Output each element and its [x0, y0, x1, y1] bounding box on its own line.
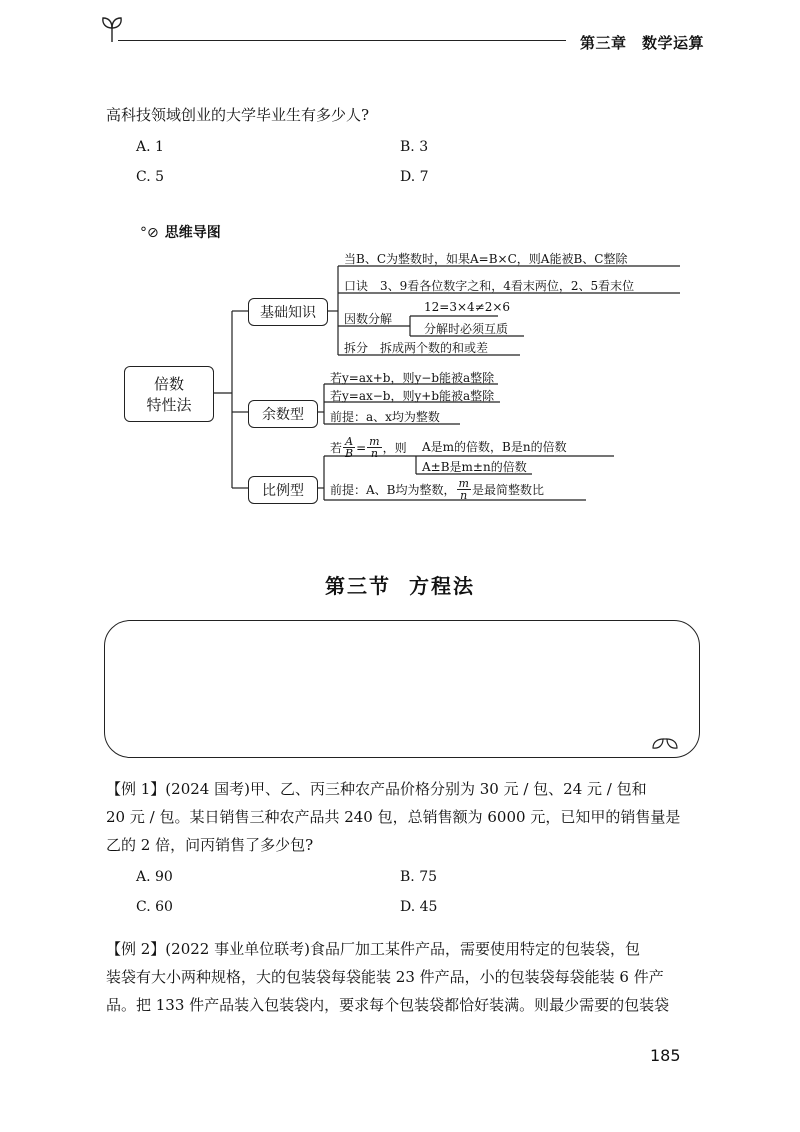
chapter-title: 第三章 数学运算: [580, 34, 705, 52]
example1-option-b: B. 75: [400, 869, 438, 885]
branch-basic: 基础知识: [248, 298, 328, 326]
leaf-remainder-premise: 前提：a、x均为整数: [330, 410, 440, 424]
example1-line3: 乙的 2 倍，问丙销售了多少包?: [106, 836, 314, 854]
fraction-a-b: $\frac{A}{B}$: [345, 435, 354, 460]
leaf-ratio-multiple: A是m的倍数，B是n的倍数: [422, 440, 567, 454]
example1-option-a: A. 90: [136, 869, 173, 885]
question-tail: 高科技领域创业的大学毕业生有多少人?: [106, 106, 370, 124]
fraction-m-n-premise: m n: [458, 477, 469, 502]
branch-ratio: 比例型: [248, 476, 318, 504]
fraction-m-n: $\frac{m}{n}$: [369, 435, 380, 460]
example2-line3: 品。把 133 件产品装入包装袋内，要求每个包装袋都恰好装满。则最少需要的包装袋: [106, 996, 670, 1014]
leaf-ratio-condition: 若 $\frac{A}{B}$ = $\frac{m}{n}$ ，则: [330, 435, 407, 460]
option-d: D. 7: [400, 169, 429, 185]
note-box: [104, 620, 700, 758]
example1-option-d: D. 45: [400, 899, 438, 915]
leaf-remainder-plus: 若y=ax+b，则y−b能被a整除: [330, 371, 495, 385]
leaf-ratio-sum: A±B是m±n的倍数: [422, 460, 527, 474]
example2-line1: 【例 2】(2022 事业单位联考)食品厂加工某件产品，需要使用特定的包装袋，包: [106, 940, 640, 958]
leaf-ratio-premise: 前提：A、B均为整数， m n 是最简整数比: [330, 477, 544, 502]
leaf-mnemonic: 口诀 3、9看各位数字之和，4看末两位，2、5看末位: [344, 279, 635, 293]
leaf-decoration-icon: [650, 736, 680, 752]
leaf-split: 拆分 拆成两个数的和或差: [344, 341, 489, 355]
leaf-remainder-minus: 若y=ax−b，则y+b能被a整除: [330, 389, 495, 403]
example1-line2: 20 元 / 包。某日销售三种农产品共 240 包，总销售额为 6000 元，已知甲的销售量是: [106, 808, 681, 826]
leaf-factor-example: 12=3×4≠2×6: [424, 300, 511, 314]
option-b: B. 3: [400, 139, 429, 155]
example1-line1: 【例 1】(2024 国考)甲、乙、丙三种农产品价格分别为 30 元 / 包、24 元 / 包和: [106, 780, 647, 798]
page-number: 185: [650, 1046, 681, 1065]
section-title: 第三节 方程法: [325, 574, 475, 598]
mindmap-heading: °⊘ 思维导图: [140, 225, 221, 241]
option-c: C. 5: [136, 169, 165, 185]
leaf-divisibility-rule: 当B、C为整数时，如果A=B×C，则A能被B、C整除: [344, 252, 628, 266]
example1-option-c: C. 60: [136, 899, 173, 915]
mindmap-icon: °⊘: [140, 225, 159, 241]
branch-remainder: 余数型: [248, 400, 318, 428]
leaf-coprime: 分解时必须互质: [424, 322, 509, 336]
example2-line2: 装袋有大小两种规格，大的包装袋每袋能装 23 件产品，小的包装袋每袋能装 6 件产: [106, 968, 664, 986]
leaf-factorization: 因数分解: [344, 312, 393, 326]
mindmap-root: 倍数 特性法: [124, 366, 214, 422]
option-a: A. 1: [136, 139, 164, 155]
